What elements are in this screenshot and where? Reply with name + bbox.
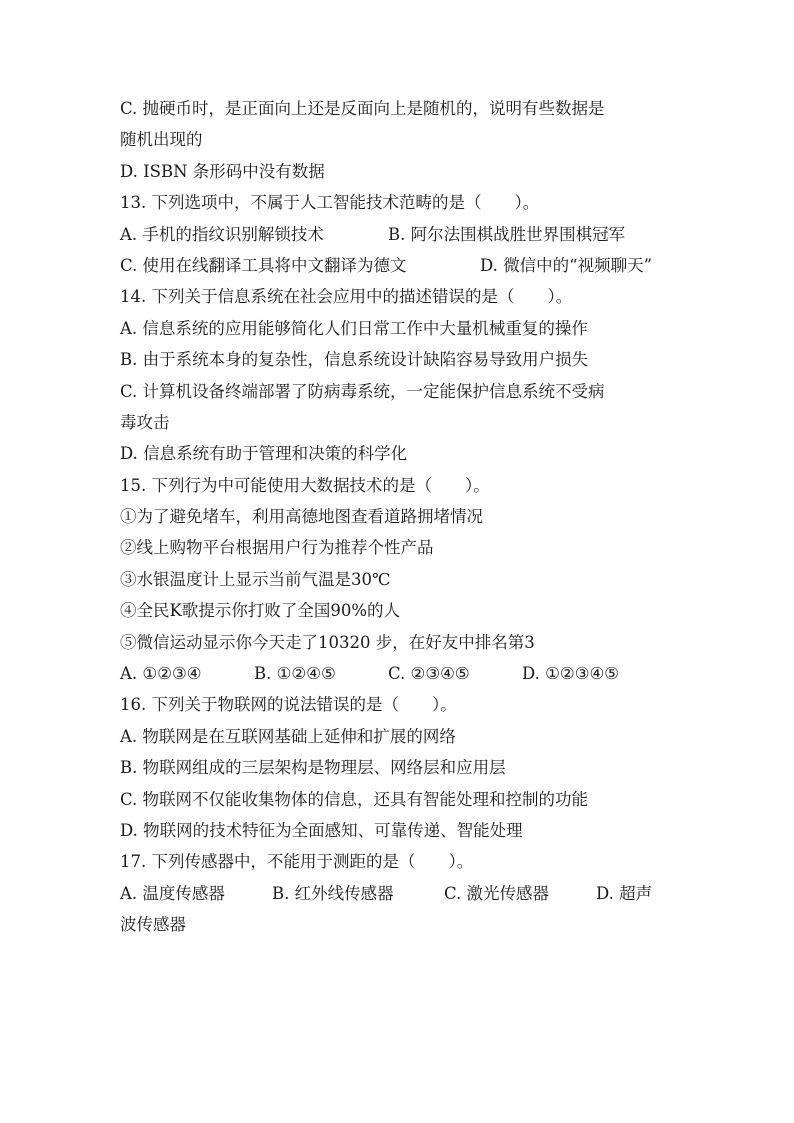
- question-13-stem: 13. 下列选项中，不属于人工智能技术范畴的是（ ）。: [120, 193, 540, 213]
- question-13-options-row-1: [120, 219, 680, 250]
- question-16-option-d: D. 物联网的技术特征为全面感知、可靠传递、智能处理: [120, 820, 523, 840]
- question-14-option-c-continued: 毒攻击: [120, 412, 170, 432]
- question-13-option-b: B. 阿尔法围棋战胜世界围棋冠军: [388, 224, 626, 244]
- question-15-option-b: B. ①②④⑤: [254, 664, 336, 684]
- question-13-option-a: A. 手机的指纹识别解锁技术: [120, 224, 324, 244]
- question-14-option-c: C. 计算机设备终端部署了防病毒系统，一定能保护信息系统不受病: [120, 381, 605, 401]
- question-15-stem: 15. 下列行为中可能使用大数据技术的是（ ）。: [120, 475, 490, 495]
- question-17-options-row: [120, 878, 680, 909]
- question-16-option-b: B. 物联网组成的三层架构是物理层、网络层和应用层: [120, 758, 506, 778]
- question-15-item: ②线上购物平台根据用户行为推荐个性产品: [120, 538, 434, 558]
- question-13-option-c: C. 使用在线翻译工具将中文翻译为德文: [120, 255, 407, 275]
- question-15-item: ⑤微信运动显示你今天走了10320 步，在好友中排名第3: [120, 632, 535, 652]
- question-17-option-d-continued: 波传感器: [120, 915, 186, 935]
- question-15-item: ③水银温度计上显示当前气温是30℃: [120, 569, 391, 589]
- text-line: D. ISBN 条形码中没有数据: [120, 161, 325, 181]
- question-16-option-a: A. 物联网是在互联网基础上延伸和扩展的网络: [120, 726, 456, 746]
- text-line: C. 抛硬币时，是正面向上还是反面向上是随机的，说明有些数据是: [120, 99, 605, 118]
- question-17-stem: 17. 下列传感器中，不能用于测距的是（ ）。: [120, 852, 474, 872]
- question-15-options-row: [120, 658, 680, 689]
- question-16-option-c: C. 物联网不仅能收集物体的信息，还具有智能处理和控制的功能: [120, 789, 589, 809]
- question-17-option-a: A. 温度传感器: [120, 883, 225, 903]
- document-content: [120, 93, 680, 941]
- question-17-option-c: C. 激光传感器: [444, 883, 550, 903]
- question-17-option-b: B. 红外线传感器: [272, 883, 394, 903]
- question-17-option-d: D. 超声: [596, 883, 653, 903]
- question-14-option-b: B. 由于系统本身的复杂性，信息系统设计缺陷容易导致用户损失: [120, 350, 589, 370]
- question-15-option-a: A. ①②③④: [120, 664, 202, 684]
- question-13-options-row-2: [120, 250, 680, 281]
- question-15-option-c: C. ②③④⑤: [388, 664, 470, 684]
- question-14-option-d: D. 信息系统有助于管理和决策的科学化: [120, 444, 408, 464]
- question-14-option-a: A. 信息系统的应用能够简化人们日常工作中大量机械重复的操作: [120, 318, 588, 338]
- question-14-stem: 14. 下列关于信息系统在社会应用中的描述错误的是（ ）。: [120, 287, 573, 307]
- question-15-option-d: D. ①②③④⑤: [522, 664, 620, 684]
- question-16-stem: 16. 下列关于物联网的说法错误的是（ ）。: [120, 695, 457, 715]
- question-15-item: ④全民K歌提示你打败了全国90%的人: [120, 601, 401, 621]
- question-15-item: ①为了避免堵车，利用高德地图查看道路拥堵情况: [120, 507, 483, 527]
- text-line: 随机出现的: [120, 130, 203, 150]
- question-13-option-d: D. 微信中的“视频聊天”: [480, 255, 653, 275]
